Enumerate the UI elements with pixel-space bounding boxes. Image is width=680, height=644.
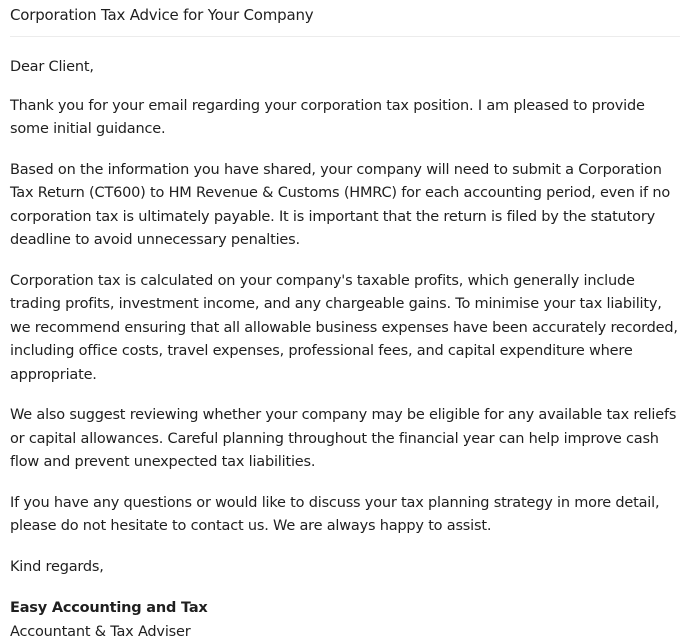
email-body xyxy=(10,56,680,644)
email-paragraph: We also suggest reviewing whether your company may be eligible for any available tax reliefs or capital allowances. Careful planning throughout the financial year can help improve cash flow and prevent unexpected tax liabilities. xyxy=(10,407,677,470)
email-paragraph: Based on the information you have shared, your company will need to submit a Corporation Tax Return (CT600) to HM Revenue & Customs (HMRC) for each accounting period, even if no corporation tax is ultimately payable. It is important that the return is filed by the statutory deadline to avoid unnecessary penalties. xyxy=(10,161,670,248)
email-subject: Corporation Tax Advice for Your Company xyxy=(10,6,314,24)
subject-divider xyxy=(10,36,680,37)
signature-title: Accountant & Tax Adviser xyxy=(10,624,191,640)
email-closing: Kind regards, xyxy=(10,558,104,575)
email-greeting: Dear Client, xyxy=(10,59,94,75)
email-paragraph: If you have any questions or would like to discuss your tax planning strategy in more detail, please do not hesitate to contact us. We are always happy to assist. xyxy=(10,494,660,534)
email-paragraph: Corporation tax is calculated on your company's taxable profits, which generally include trading profits, investment income, and any chargeable gains. To minimise your tax liability, we recommend ensuring that all allowable business expenses have been accurately recorded, including office costs, travel expenses, professional fees, and capital expenditure where appropriate. xyxy=(10,272,678,383)
email-paragraph: Thank you for your email regarding your corporation tax position. I am pleased to provide some initial guidance. xyxy=(10,97,645,137)
signature-name: Easy Accounting and Tax xyxy=(10,600,208,616)
